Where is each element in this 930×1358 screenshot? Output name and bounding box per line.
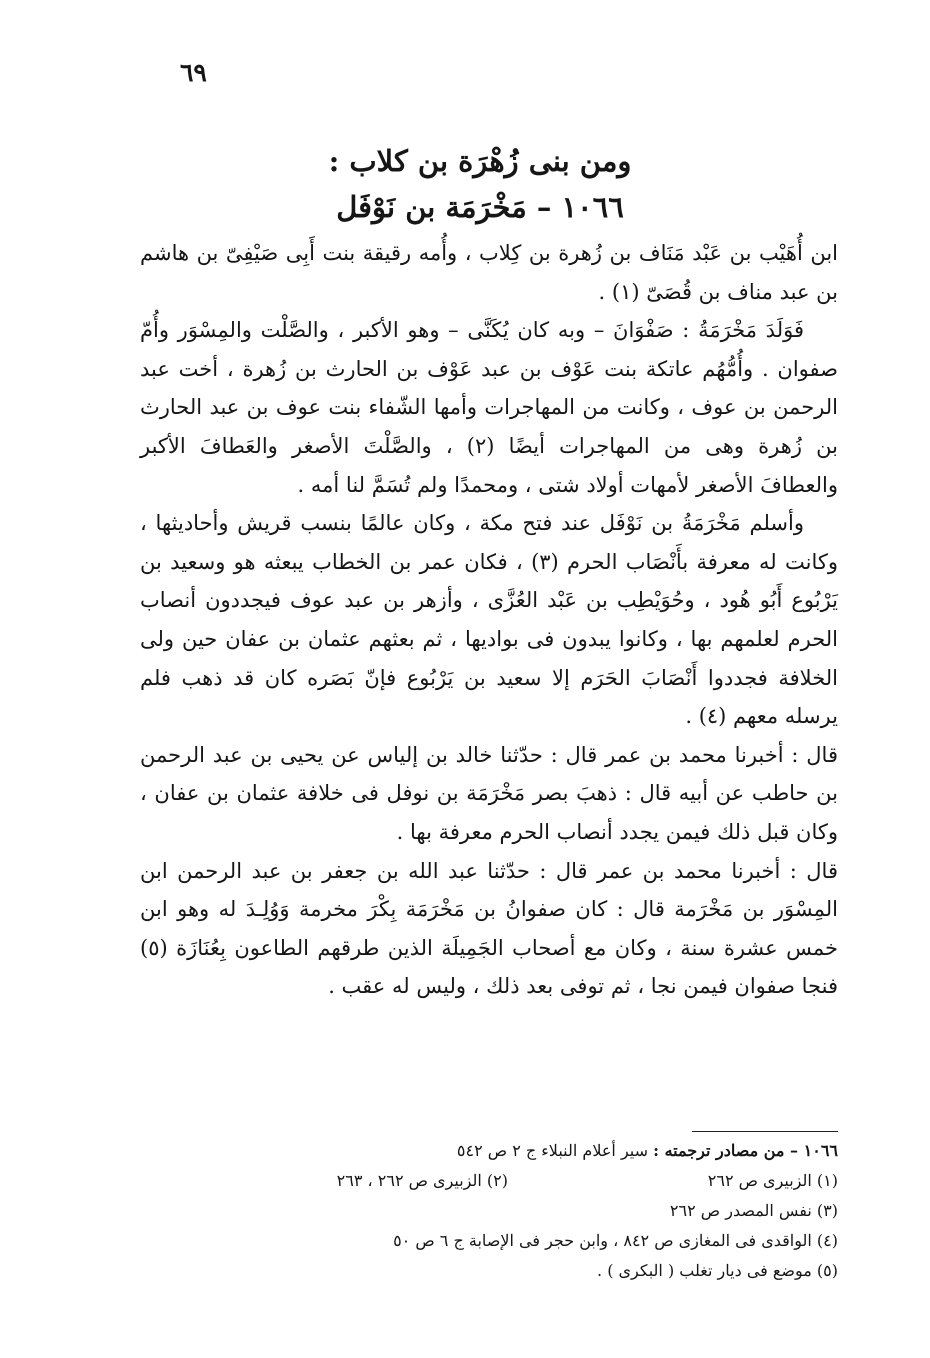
footnote-sources-lead: ١٠٦٦ – من مصادر ترجمته : [653,1141,838,1160]
page-number: ٦٩ [180,58,207,87]
footnote-row-1-2 [200,1166,838,1196]
footnote-4: (٤) الواقدى فى المغازى ص ٨٤٢ ، وابن حجر فى الإصابة ج ٦ ص ٥٠ [393,1231,838,1250]
footnote-divider [692,1131,838,1132]
entry-title: ١٠٦٦ – مَخْرَمَة بن نَوْفَل [336,190,624,224]
footnote-1: (١) الزبيرى ص ٢٦٢ [707,1171,838,1190]
footnote-5: (٥) موضع فى ديار تغلب ( البكرى ) . [597,1261,838,1280]
footnote-3: (٣) نفس المصدر ص ٢٦٢ [669,1201,838,1220]
footnotes [200,1136,838,1286]
main-text [140,234,838,1006]
section-heading: ومن بنى زُهْرَة بن كلاب : [328,144,632,178]
paragraph-children: فَوَلَدَ مَخْرَمَةُ : صَفْوَانَ – وبه كان يُكَنَّى – وهو الأكبر ، والصَّلْت والمِسْوَر وأُمّ صفوان . وأُمُّهُم عاتكة بنت عَوْف بن عبد عَوْف بن الحارث بن زُهرة ، أخت عبد الرحمن بن عوف ، وكانت من المهاجرات وأمها الشّفاء بنت عوف بن عبد الحارث بن زُهرة وهى من المهاجرات أيضًا (٢) ، والصَّلْتَ الأصغر والعَطافَ الأكبر والعطافَ الأصغر لأمهات أولاد شتى ، ومحمدًا ولم تُسَمَّ لنا أمه . [140,318,838,497]
footnote-sources-text: سير أعلام النبلاء ج ٢ ص ٥٤٢ [456,1141,649,1160]
footnote-2: (٢) الزبيرى ص ٢٦٢ ، ٢٦٣ [336,1171,508,1190]
paragraph-narration-2: قال : أخبرنا محمد بن عمر قال : حدّثنا عبد الله بن جعفر بن عبد الرحمن ابن المِسْوَر بن مَخْرَمة قال : كان صفوانُ بن مَخْرَمَة بِكْرَ مخرمة وَوُلِـدَ له وهو ابن خمس عشرة سنة ، وكان مع أصحاب الجَمِيلَة الذين طرقهم الطاعون بِعُنَازَة (٥) فنجا صفوان فيمن نجا ، ثم توفى بعد ذلك ، وليس له عقب . [140,858,838,999]
paragraph-narration-1: قال : أخبرنا محمد بن عمر قال : حدّثنا خالد بن إلياس عن يحيى بن عبد الرحمن بن حاطب عن أبيه قال : ذهبَ بصر مَخْرَمَة بن نوفل فى خلافة عثمان بن عفان ، وكان قبل ذلك فيمن يجدد أنصاب الحرم معرفة بها . [140,742,838,844]
paragraph-islam: وأسلم مَخْرَمَةُ بن نَوْفَل عند فتح مكة ، وكان عالمًا بنسب قريش وأحاديثها ، وكانت له معرفة بأَنْصَاب الحرم (٣) ، فكان عمر بن الخطاب يبعثه هو وسعيد بن يَرْبُوع أَبُو هُود ، وحُوَيْطِب بن عَبْد العُزَّى ، وأزهر بن عبد عوف فيجددون أنصاب الحرم لعلمهم بها ، وكانوا يبدون فى بواديها ، ثم بعثهم عثمان بن عفان حين ولى الخلافة فجددوا أَنْصَابَ الحَرَم إلا سعيد بن يَرْبُوع فإنّ بَصَره كان قد ذهب فلم يرسله معهم (٤) . [140,511,838,729]
entry-headings [120,138,840,230]
footnote-sources [200,1136,838,1166]
paragraph-lineage: ابن أُهَيْب بن عَبْد مَنَاف بن زُهرة بن كِلاب ، وأُمه رقيقة بنت أَبِى صَيْفِىّ بن هاشم بن عبد مناف بن قُصَىّ (١) . [140,241,838,304]
